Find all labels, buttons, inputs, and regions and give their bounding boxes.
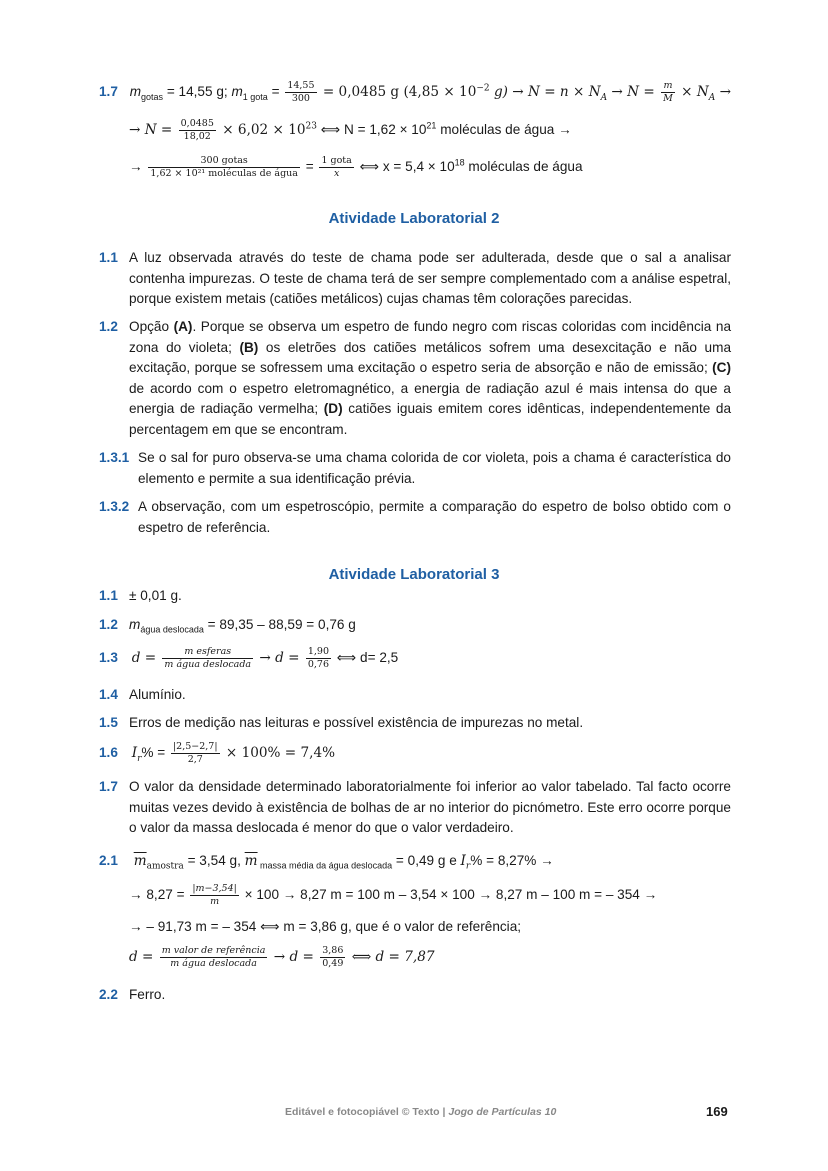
item-number: 1.6 xyxy=(99,745,118,761)
answer-text: Ferro. xyxy=(129,987,166,1002)
subscript: A xyxy=(600,92,608,103)
answer-lab2-1-1 xyxy=(99,248,731,310)
text: → N = xyxy=(607,84,660,101)
text: ⟺ d = 7,87 xyxy=(347,949,435,966)
fraction xyxy=(148,155,300,180)
exponent: 21 xyxy=(426,120,437,131)
text: → xyxy=(129,159,147,175)
text: ⟺ x = 5,4 × 10 xyxy=(355,159,455,175)
option-label: (D) xyxy=(323,401,343,416)
text: = 0,49 g e xyxy=(392,853,461,868)
text: → N = xyxy=(129,122,177,139)
answer-lab3-2-1-line-4 xyxy=(129,945,435,970)
text: = 3,54 g, xyxy=(183,853,245,868)
answer-text xyxy=(129,615,731,636)
subscript: amostra xyxy=(146,861,184,872)
numerator: |2,5−2,7| xyxy=(172,741,218,752)
answer-lab2-1-3-1 xyxy=(99,448,731,489)
denominator: x xyxy=(333,168,340,179)
text: I xyxy=(131,745,138,762)
answer-lab3-1-2 xyxy=(99,615,731,636)
denominator: 300 xyxy=(291,93,310,104)
text: = xyxy=(301,159,318,175)
fraction xyxy=(179,118,216,143)
answer-lab3-2-2 xyxy=(99,985,731,1006)
answer-lab3-1-3 xyxy=(99,646,398,671)
text: g) → N = n × N xyxy=(489,84,601,101)
answer-text: A observação, com um espetroscópio, permite a comparação do espetro de bolso obtido com o espetro de referência. xyxy=(138,499,731,535)
answer-text: Se o sal for puro observa-se uma chama colorida de cor violeta, pois a chama é característica do elemento e permite a sua identificação prévia. xyxy=(138,450,731,486)
text: → – 91,73 m = – 354 ⟺ m = 3,86 g, que é o valor de referência; xyxy=(129,919,522,934)
option-label: (B) xyxy=(239,339,259,355)
text: × 6,02 × 10 xyxy=(217,122,306,139)
var-m: m xyxy=(129,84,142,100)
text: % = 8,27% → xyxy=(470,853,554,868)
text: → d = xyxy=(269,949,319,966)
text: × 100% = 7,4% xyxy=(221,745,336,762)
denominator: m água deslocada xyxy=(170,958,257,969)
denominator: 1,62 × 10²¹ moléculas de água xyxy=(150,168,298,179)
book-title: Jogo de Partículas 10 xyxy=(448,1106,557,1118)
subscript: gotas xyxy=(141,91,164,102)
answer-text: A luz observada através do teste de chama pode ser adulterada, desde que o sal a analisar contenha impurezas. O teste de chama terá de ser sempre complementado com a análise espetral, porque existem metais (catiões metálicos) cujas chamas têm colorações parecidas. xyxy=(129,250,731,306)
answer-1-7-line-1 xyxy=(99,80,731,105)
fraction xyxy=(661,80,675,105)
text: os eletrões dos catiões metálicos sofrem uma desexcitação e não uma excitação, porque se sofressem uma excitação o espetro seria de absorção e não de emissão; xyxy=(129,339,732,375)
text: moléculas de água → xyxy=(436,122,572,138)
text: de acordo com o espetro eletromagnético, a energia de radiação azul é mais intensa do que a energia de radiação vermelha; xyxy=(129,380,731,416)
denominator: 0,76 xyxy=(307,659,330,670)
text: = xyxy=(267,84,284,100)
text: . Porque se observa um espetro de fundo negro com riscas coloridas com incidência na zona do violeta; xyxy=(129,319,732,355)
item-number: 1.2 xyxy=(99,319,118,334)
numerator: 14,55 xyxy=(287,80,315,91)
denominator: m xyxy=(210,896,220,907)
text: → 8,27 = xyxy=(129,887,189,903)
numerator: 1,90 xyxy=(307,646,330,657)
answer-text: O valor da densidade determinado laboratorialmente foi inferior ao valor tabelado. Tal facto ocorre muitas vezes devido à existência de bolhas de ar no interior do picnómetro. Este erro ocorre porque o valor da massa deslocada é menor do que o valor verdadeiro. xyxy=(129,779,731,835)
item-number: 1.1 xyxy=(99,588,118,603)
numerator: m esferas xyxy=(162,646,253,659)
numerator: 1 gota xyxy=(321,155,352,166)
answer-text xyxy=(129,317,731,440)
denominator: m água deslocada xyxy=(164,659,252,670)
exponent: 18 xyxy=(454,157,465,168)
item-number: 1.5 xyxy=(99,715,118,730)
answer-lab3-1-5 xyxy=(99,713,731,734)
answer-lab3-1-6 xyxy=(99,741,335,766)
subscript: 1 gota xyxy=(242,91,268,102)
text: = 14,55 g; xyxy=(163,84,232,100)
item-number: 1.4 xyxy=(99,687,118,702)
fraction xyxy=(319,155,353,180)
text: × 100 → 8,27 m = 100 m – 3,54 × 100 → 8,27 m – 100 m = – 354 → xyxy=(240,887,658,903)
exponent: −2 xyxy=(476,83,490,94)
numerator: 3,86 xyxy=(322,945,344,956)
answer-lab3-2-1-line-2 xyxy=(129,883,657,908)
answer-lab3-1-7 xyxy=(99,777,731,839)
item-number: 1.7 xyxy=(99,779,118,794)
var-m: m xyxy=(231,84,243,100)
denominator: M xyxy=(663,93,673,104)
text: catiões iguais emitem cores idênticas, independentemente da percentagem em que se encontram. xyxy=(129,401,732,437)
copyright-text: Editável e fotocopiável © Texto | xyxy=(285,1106,449,1118)
text: = 0,0485 g (4,85 × 10 xyxy=(318,84,477,101)
text: → xyxy=(715,84,731,101)
subscript: r xyxy=(137,753,142,764)
answer-lab2-1-2 xyxy=(99,317,731,440)
section-heading-lab-3: Atividade Laboratorial 3 xyxy=(328,566,500,583)
answer-1-7-line-3 xyxy=(129,155,583,180)
fraction xyxy=(285,80,316,105)
item-number: 1.3.2 xyxy=(99,499,130,514)
text: I xyxy=(460,853,466,869)
text: d = xyxy=(131,650,161,667)
text: ⟺ d= 2,5 xyxy=(333,650,399,666)
item-number: 1.3.1 xyxy=(99,450,130,465)
option-label: (A) xyxy=(173,319,193,334)
text: moléculas de água xyxy=(464,159,583,175)
answer-text: Alumínio. xyxy=(129,687,186,702)
numerator: m valor de referência xyxy=(161,945,266,956)
subscript: r xyxy=(465,861,471,872)
option-label: (C) xyxy=(712,360,731,375)
page-footer xyxy=(285,1106,556,1118)
answer-text: ± 0,01 g. xyxy=(129,588,182,603)
answer-1-7-line-2 xyxy=(129,118,572,143)
page-number: 169 xyxy=(706,1104,728,1119)
denominator: 0,49 xyxy=(322,958,344,969)
answer-lab3-1-4 xyxy=(99,685,731,706)
answer-lab3-2-1-line-3 xyxy=(129,916,521,938)
answer-lab2-1-3-2 xyxy=(99,497,731,538)
exponent: 23 xyxy=(305,121,317,132)
numerator: m xyxy=(661,80,675,93)
var-m-mean: $\overline{m}$ xyxy=(244,853,258,869)
text: ⟺ N = 1,62 × 10 xyxy=(316,122,427,138)
text: = 89,35 – 88,59 = 0,76 g xyxy=(203,617,356,632)
item-number: 1.7 xyxy=(99,84,118,100)
text: Opção xyxy=(129,319,174,334)
text: × N xyxy=(676,84,709,101)
var-m-mean: $\overline{m}$ xyxy=(133,853,147,869)
section-heading-lab-2: Atividade Laboratorial 2 xyxy=(328,210,500,227)
denominator: 2,7 xyxy=(187,754,203,765)
subscript: A xyxy=(708,92,716,103)
numerator: 300 gotas xyxy=(148,155,300,168)
fraction xyxy=(320,945,345,970)
item-number: 1.1 xyxy=(99,250,118,265)
var-m: m xyxy=(129,617,141,632)
fraction xyxy=(190,883,239,908)
answer-lab3-2-1-line-1 xyxy=(99,850,554,872)
denominator: 18,02 xyxy=(183,131,211,142)
fraction xyxy=(171,741,220,766)
numerator: 0,0485 xyxy=(180,118,214,129)
item-number: 2.2 xyxy=(99,987,118,1002)
item-number: 2.1 xyxy=(99,853,118,868)
answer-lab3-1-1 xyxy=(99,586,731,607)
item-number: 1.2 xyxy=(99,617,118,632)
subscript: massa média da água deslocada xyxy=(257,860,393,871)
text: d = xyxy=(129,949,158,966)
text: → d = xyxy=(255,650,304,667)
fraction xyxy=(306,646,331,671)
answer-text: Erros de medição nas leituras e possível existência de impurezas no metal. xyxy=(129,715,584,730)
fraction xyxy=(162,646,253,671)
text: % = xyxy=(141,745,169,761)
fraction xyxy=(160,945,268,970)
numerator: |m−3,54| xyxy=(192,883,237,894)
subscript: água deslocada xyxy=(140,624,204,635)
item-number: 1.3 xyxy=(99,650,118,666)
